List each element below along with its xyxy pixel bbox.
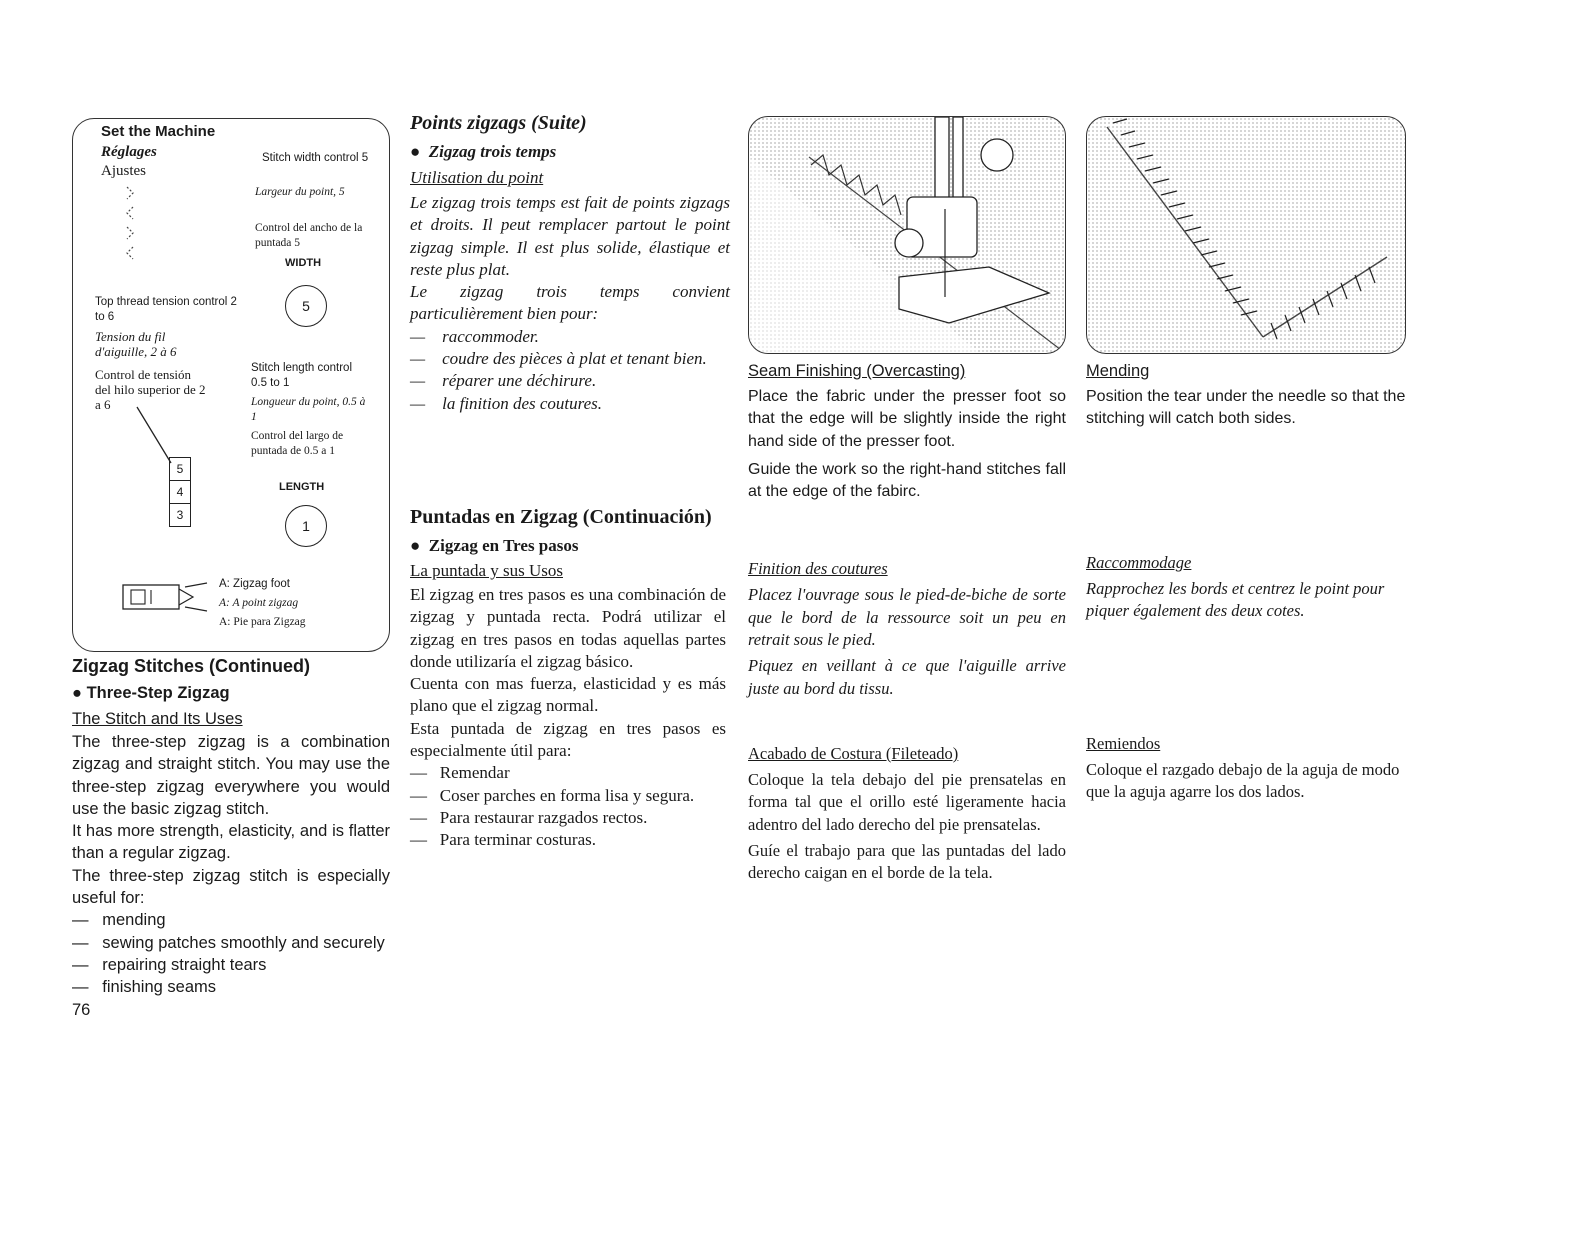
length-label-fr: Longueur du point, 0.5 à 1 bbox=[251, 396, 366, 423]
mending-title-es: Remiendos bbox=[1086, 734, 1161, 754]
length-dial-label: LENGTH bbox=[279, 481, 325, 493]
spanish-para-3: Esta puntada de zigzag en tres pasos es especialmente útil para: bbox=[410, 718, 726, 761]
seam-text-es-1: Coloque la tela debajo del pie prensatelas en forma tal que el orillo esté ligeramente hacia adentro del lado derecho del pie prensatelas. bbox=[748, 769, 1066, 834]
french-section-title: Utilisation du point bbox=[410, 168, 544, 187]
mending-text-en: Position the tear under the needle so that the stitching will catch both sides. bbox=[1086, 388, 1406, 428]
english-subheading: ● Three-Step Zigzag bbox=[72, 684, 230, 702]
tension-value-3: 3 bbox=[169, 504, 191, 527]
tension-value-4: 4 bbox=[169, 481, 191, 504]
english-section-title: The Stitch and Its Uses bbox=[72, 710, 243, 728]
length-dial: 1 bbox=[285, 505, 327, 547]
spanish-section bbox=[410, 504, 726, 852]
width-label-es: Control del ancho de la puntada 5 bbox=[255, 222, 363, 249]
length-label-en: Stitch length control 0.5 to 1 bbox=[251, 362, 353, 389]
list-item: — coudre des pièces à plat et tenant bien. bbox=[410, 349, 707, 369]
foot-label-fr: A: A point zigzag bbox=[219, 597, 299, 609]
mending-title-en: Mending bbox=[1086, 362, 1150, 380]
zigzag-stitch-icon bbox=[113, 183, 143, 273]
english-para-3: The three-step zigzag stitch is especially useful for: bbox=[72, 866, 390, 908]
machine-settings-box bbox=[72, 118, 390, 652]
width-label-en: Stitch width control 5 bbox=[262, 152, 369, 164]
settings-title: Set the Machine bbox=[101, 123, 216, 140]
mending-text-fr: Rapprochez les bords et centrez le point pour piquer également des deux cotes. bbox=[1086, 578, 1385, 620]
list-item: — Remendar bbox=[410, 763, 510, 783]
foot-label-en: A: Zigzag foot bbox=[219, 578, 290, 590]
french-subheading: ● Zigzag trois temps bbox=[410, 142, 557, 161]
tension-label-en: Top thread tension control 2 to 6 bbox=[95, 296, 237, 323]
seam-text-fr-1: Placez l'ouvrage sous le pied-de-biche de sorte que le bord de la ressource soit un peu en retrait sous le pied. bbox=[748, 585, 1066, 650]
length-label-es: Control del largo de puntada de 0.5 a 1 bbox=[251, 430, 344, 457]
seam-text-en-1: Place the fabric under the presser foot so that the edge will be slightly inside the right hand side of the presser foot. bbox=[748, 388, 1066, 450]
settings-reglages: Réglages bbox=[101, 144, 157, 160]
width-dial-label: WIDTH bbox=[285, 257, 322, 269]
spanish-subheading: ● Zigzag en Tres pasos bbox=[410, 536, 579, 555]
seam-text-es-2: Guíe el trabajo para que las puntadas del lado derecho caigan en el borde de la tela. bbox=[748, 840, 1066, 883]
seam-text-fr-2: Piquez en veillant à ce que l'aiguille arrive juste au bord du tissu. bbox=[748, 656, 1066, 698]
spanish-body bbox=[410, 584, 726, 852]
list-item: — sewing patches smoothly and securely bbox=[72, 933, 385, 952]
english-para-1: The three-step zigzag is a combination zigzag and straight stitch. You may use the three-step zigzag everywhere you would use the basic zigzag stitch. bbox=[72, 733, 390, 818]
spanish-heading: Puntadas en Zigzag (Continuación) bbox=[410, 506, 712, 528]
tension-label-es: Control de tensión del hilo superior de 2 a 6 bbox=[95, 367, 206, 412]
seam-finishing-section bbox=[748, 362, 1066, 884]
presser-foot-illustration bbox=[749, 117, 1065, 353]
mending-text-es: Coloque el razgado debajo de la aguja de modo que la aguja agarre los dos lados. bbox=[1086, 760, 1400, 802]
tension-label-fr: Tension du fil d'aiguille, 2 à 6 bbox=[95, 329, 177, 359]
seam-text-fr bbox=[748, 584, 1066, 699]
spanish-section-title: La puntada y sus Usos bbox=[410, 561, 563, 580]
list-item: — repairing straight tears bbox=[72, 955, 267, 974]
tension-value-5: 5 bbox=[169, 457, 191, 481]
list-item: — mending bbox=[72, 911, 166, 930]
seam-title-fr: Finition des coutures bbox=[748, 559, 888, 579]
seam-title-es: Acabado de Costura (Fileteado) bbox=[748, 743, 959, 763]
seam-finishing-illustration bbox=[748, 116, 1066, 354]
seam-text-es bbox=[748, 769, 1066, 884]
spanish-para-2: Cuenta con mas fuerza, elasticidad y es más plano que el zigzag normal. bbox=[410, 674, 726, 716]
mending-illustration bbox=[1086, 116, 1406, 354]
french-body bbox=[410, 192, 730, 415]
tear-stitching-illustration bbox=[1087, 117, 1405, 353]
width-label-fr: Largeur du point, 5 bbox=[255, 186, 345, 198]
french-para-2: Le zigzag trois temps convient particulièrement bien pour: bbox=[410, 282, 730, 324]
english-body bbox=[72, 731, 390, 1021]
list-item: — finishing seams bbox=[72, 978, 216, 997]
seam-title-en: Seam Finishing (Overcasting) bbox=[748, 362, 966, 380]
list-item: — Para terminar costuras. bbox=[410, 830, 596, 850]
english-heading: Zigzag Stitches (Continued) bbox=[72, 656, 310, 676]
english-para-2: It has more strength, elasticity, and is flatter than a regular zigzag. bbox=[72, 822, 390, 863]
tension-dial-column bbox=[169, 457, 191, 527]
page-number: 76 bbox=[72, 1000, 91, 1019]
zigzag-foot-icon bbox=[121, 579, 213, 613]
seam-text-en-2: Guide the work so the right-hand stitches fall at the edge of the fabirc. bbox=[748, 460, 1066, 501]
list-item: — Para restaurar razgados rectos. bbox=[410, 807, 648, 827]
english-section bbox=[72, 654, 390, 1021]
list-item: — Coser parches en forma lisa y segura. bbox=[410, 785, 695, 805]
french-heading: Points zigzags (Suite) bbox=[410, 112, 587, 134]
list-item: — raccommoder. bbox=[410, 326, 539, 346]
seam-text-en bbox=[748, 386, 1066, 503]
settings-ajustes: Ajustes bbox=[101, 163, 146, 179]
mending-section bbox=[1086, 362, 1406, 804]
foot-label-es: A: Pie para Zigzag bbox=[219, 616, 306, 628]
width-dial: 5 bbox=[285, 285, 327, 327]
french-section bbox=[410, 110, 730, 415]
list-item: — réparer une déchirure. bbox=[410, 371, 597, 391]
list-item: — la finition des coutures. bbox=[410, 393, 603, 413]
spanish-para-1: El zigzag en tres pasos es una combinación de zigzag y puntada recta. Podrá utilizar el zigzag en tres pasos en todas aquellas partes donde utilizaría el zigzag básico. bbox=[410, 585, 726, 671]
mending-title-fr: Raccommodage bbox=[1086, 552, 1192, 572]
french-para-1: Le zigzag trois temps est fait de points zigzags et droits. Il peut remplacer partout le point zigzag simple. Il est plus solide, élastique et reste plus plat. bbox=[410, 193, 730, 279]
